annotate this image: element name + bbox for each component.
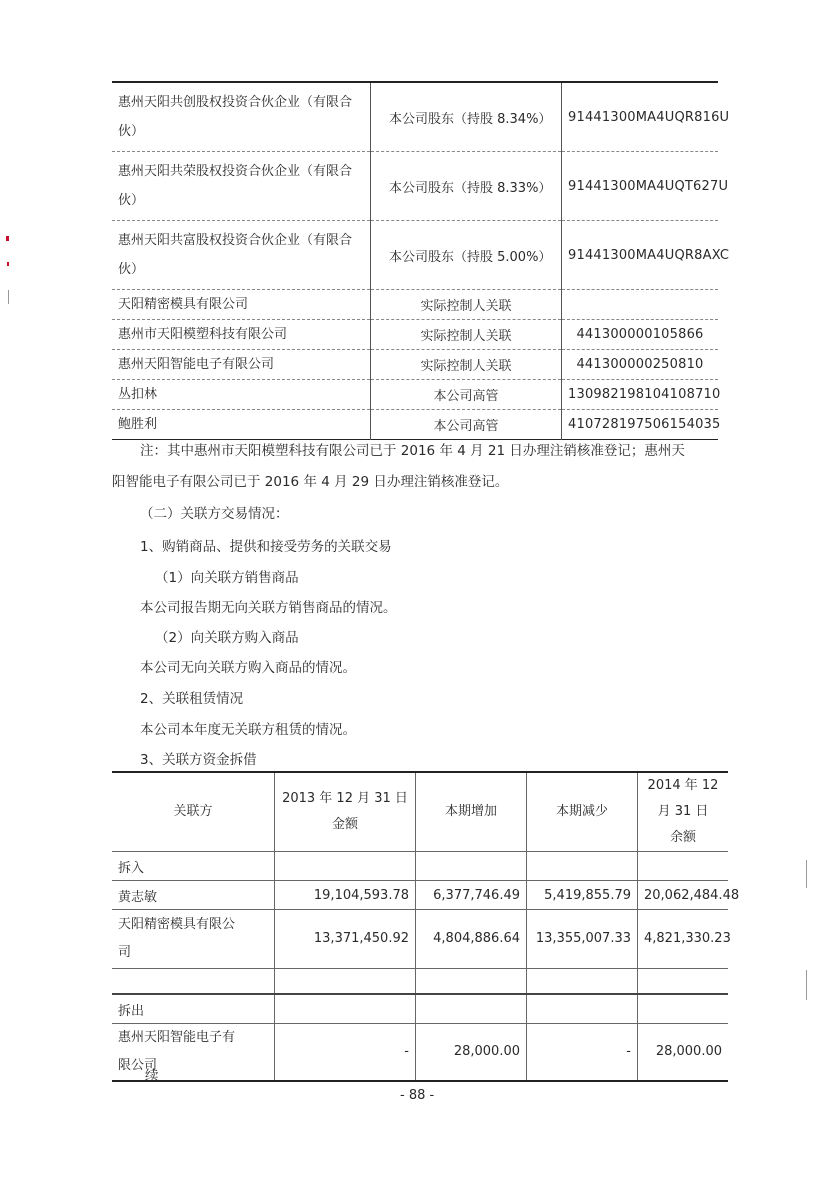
- party-relation: 本公司高管: [371, 410, 562, 440]
- borrower-name: [112, 1024, 275, 1082]
- name-line-1: 惠州天阳智能电子有: [118, 1030, 236, 1045]
- section-label: 拆出: [112, 994, 275, 1024]
- subitem-heading: （1）向关联方销售商品: [155, 570, 299, 586]
- table-row: [112, 152, 718, 221]
- header-decrease: 本期减少: [527, 772, 638, 852]
- party-code: 410728197506154035: [562, 410, 719, 440]
- header-begin-balance: [275, 772, 416, 852]
- party-name: 惠州市天阳模塑科技有限公司: [112, 320, 371, 350]
- scan-artifact: [806, 970, 807, 1000]
- decrease-amount: 5,419,855.79: [527, 881, 638, 910]
- party-name: 丛扣林: [112, 380, 371, 410]
- party-name: 惠州天阳共创股权投资合伙企业（有限合伙）: [112, 82, 371, 152]
- header-increase: 本期增加: [416, 772, 527, 852]
- scan-artifact: [6, 236, 9, 241]
- party-code: 130982198104108710: [562, 380, 719, 410]
- lender-name: [112, 910, 275, 969]
- table-row: [112, 1024, 728, 1082]
- name-line-1: 天阳精密模具有限公: [118, 917, 236, 932]
- party-name: 惠州天阳共荣股权投资合伙企业（有限合伙）: [112, 152, 371, 221]
- table-row: [112, 290, 718, 320]
- note-line-2: 阳智能电子有限公司已于 2016 年 4 月 29 日办理注销核准登记。: [112, 474, 509, 490]
- party-code: 441300000105866: [562, 320, 719, 350]
- end-amount: 28,000.00: [638, 1024, 729, 1082]
- table-row: [112, 910, 728, 969]
- table-row: [112, 82, 718, 152]
- begin-amount: -: [275, 1024, 416, 1082]
- paragraph: 本公司报告期无向关联方销售商品的情况。: [140, 600, 397, 616]
- increase-amount: 4,804,886.64: [416, 910, 527, 969]
- header-end-balance: [638, 772, 729, 852]
- related-party-table: [112, 81, 730, 440]
- page-number: - 88 -: [400, 1088, 435, 1103]
- party-relation: 本公司股东（持股 8.33%）: [371, 152, 562, 221]
- party-relation: 本公司股东（持股 5.00%）: [371, 221, 562, 290]
- end-amount: 20,062,484.48: [638, 881, 729, 910]
- increase-amount: 28,000.00: [416, 1024, 527, 1082]
- name-line-2: 司: [118, 945, 132, 960]
- header-begin-date: 2013 年 12 月 31 日: [282, 791, 408, 806]
- party-relation: 本公司股东（持股 8.34%）: [371, 82, 562, 152]
- decrease-amount: 13,355,007.33: [527, 910, 638, 969]
- section-row-out: [112, 994, 728, 1024]
- increase-amount: 6,377,746.49: [416, 881, 527, 910]
- table-row: [112, 320, 718, 350]
- table-row: [112, 350, 718, 380]
- party-relation: 本公司高管: [371, 380, 562, 410]
- party-code: 441300000250810: [562, 350, 719, 380]
- table-row: [112, 380, 718, 410]
- spacer-row: [112, 969, 728, 995]
- paragraph: 本公司无向关联方购入商品的情况。: [140, 660, 356, 676]
- table-row: [112, 410, 718, 440]
- paragraph: 本公司本年度无关联方租赁的情况。: [140, 722, 356, 738]
- scan-artifact: [7, 262, 9, 266]
- party-name: 惠州天阳共富股权投资合伙企业（有限合伙）: [112, 221, 371, 290]
- party-name: 天阳精密模具有限公司: [112, 290, 371, 320]
- subitem-heading: （2）向关联方购入商品: [155, 630, 299, 646]
- item-heading: 1、购销商品、提供和接受劳务的关联交易: [140, 539, 392, 555]
- continued-marker: 续: [145, 1068, 159, 1084]
- section-heading: （二）关联方交易情况：: [140, 506, 289, 522]
- party-name: 鲍胜利: [112, 410, 371, 440]
- party-name: 惠州天阳智能电子有限公司: [112, 350, 371, 380]
- name-line-2: 限公司: [118, 1058, 158, 1073]
- note-line-1: 注：其中惠州市天阳模塑科技有限公司已于 2016 年 4 月 21 日办理注销核准登记；惠州天: [140, 443, 685, 459]
- table-row: [112, 881, 728, 910]
- section-row-in: [112, 852, 728, 881]
- scan-artifact: [8, 290, 9, 304]
- lender-name: 黄志敏: [112, 881, 275, 910]
- party-code: 91441300MA4UQR816U: [562, 82, 719, 152]
- item-heading: 2、关联租赁情况: [140, 691, 244, 707]
- table-row: [112, 221, 718, 290]
- begin-amount: 13,371,450.92: [275, 910, 416, 969]
- end-amount: 4,821,330.23: [638, 910, 729, 969]
- party-code: [562, 290, 719, 320]
- section-label: 拆入: [112, 852, 275, 881]
- header-begin-label: 金额: [331, 817, 358, 832]
- header-end-label: 余额: [669, 830, 696, 845]
- party-relation: 实际控制人关联: [371, 290, 562, 320]
- header-end-date: 2014 年 12 月 31 日: [647, 778, 719, 819]
- scan-artifact: [806, 860, 807, 888]
- table-header-row: [112, 772, 728, 852]
- item-heading: 3、关联方资金拆借: [140, 752, 257, 768]
- party-code: 91441300MA4UQR8AXC: [562, 221, 719, 290]
- party-relation: 实际控制人关联: [371, 350, 562, 380]
- begin-amount: 19,104,593.78: [275, 881, 416, 910]
- decrease-amount: -: [527, 1024, 638, 1082]
- party-code: 91441300MA4UQT627U: [562, 152, 719, 221]
- header-party: 关联方: [112, 772, 275, 852]
- fund-lending-table: [112, 771, 740, 1082]
- party-relation: 实际控制人关联: [371, 320, 562, 350]
